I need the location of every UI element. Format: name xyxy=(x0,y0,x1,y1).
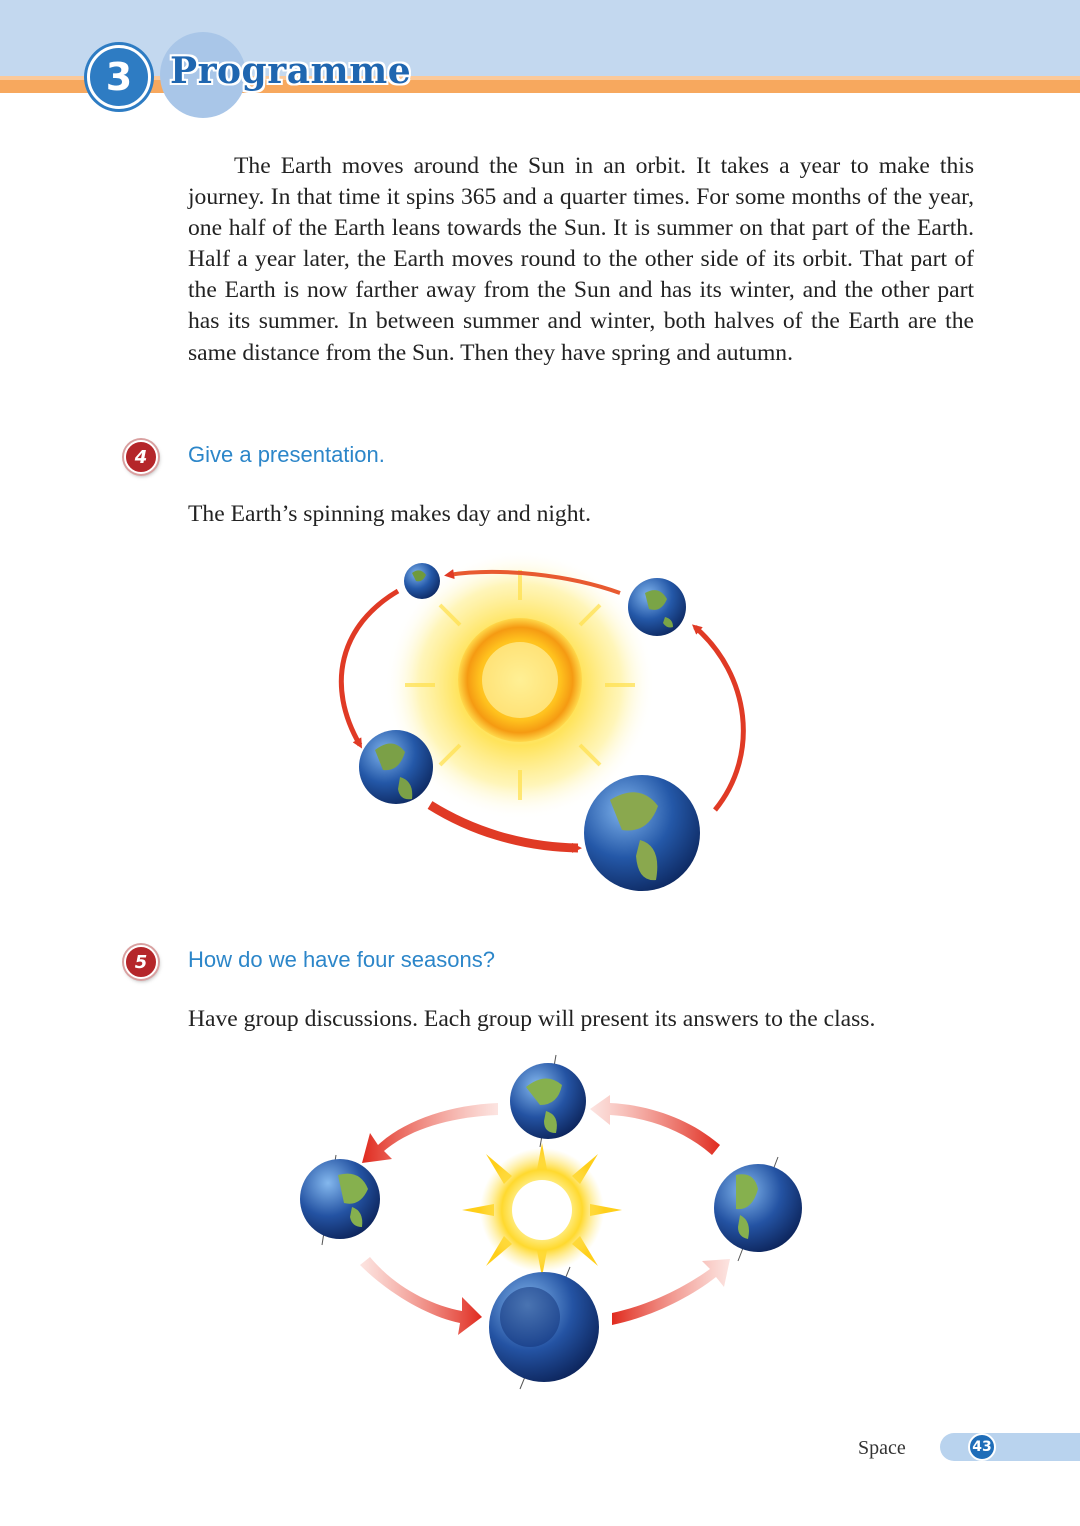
orbit-arrow-right xyxy=(695,627,743,810)
footer-bar xyxy=(940,1433,1080,1461)
season-arrow-top-left xyxy=(362,1103,498,1163)
earth-left xyxy=(300,1155,380,1245)
season-arrow-bottom-right xyxy=(612,1259,730,1325)
unit-title: Programme xyxy=(170,50,412,92)
earth-right xyxy=(714,1157,802,1261)
body-paragraph: The Earth moves around the Sun in an orbit. It takes a year to make this journey. In that time it spins 365 and a quarter times. For some months of the year, one half of the Earth leans towards the Sun. It is summer on that part of the Earth. Half a year later, the Earth moves round to the other side of its orbit. That part of the Earth is now farther away from the Sun and has its winter, and the other part has its summer. In between summer and winter, both halves of the Earth are the same distance from the Sun. Then they have spring and autumn. xyxy=(188,153,974,366)
footer-section-label: Space xyxy=(858,1437,906,1459)
sun-core xyxy=(512,1180,572,1240)
earth-top-right xyxy=(628,578,686,636)
earth-bottom xyxy=(489,1267,599,1389)
seasons-illustration xyxy=(290,1055,810,1395)
task-4-text: The Earth’s spinning makes day and night. xyxy=(188,501,591,527)
season-arrow-bottom-left xyxy=(360,1257,482,1335)
earth-top xyxy=(510,1055,586,1147)
sun-center xyxy=(482,642,558,718)
task-5-title: How do we have four seasons? xyxy=(188,947,495,972)
earth-small-top-left xyxy=(404,563,440,599)
task-5-number-badge: 5 xyxy=(124,945,158,979)
task-5-text: Have group discussions. Each group will present its answers to the class. xyxy=(188,1006,876,1032)
earth-left xyxy=(359,730,433,804)
task-4-number-badge: 4 xyxy=(124,440,158,474)
earth-large-bottom-right xyxy=(584,775,700,891)
unit-number-badge: 3 xyxy=(87,45,151,109)
orbit-illustration xyxy=(320,555,760,900)
page-number-badge: 43 xyxy=(968,1433,996,1461)
season-arrow-top-right xyxy=(590,1095,720,1155)
task-4-title: Give a presentation. xyxy=(188,442,385,467)
